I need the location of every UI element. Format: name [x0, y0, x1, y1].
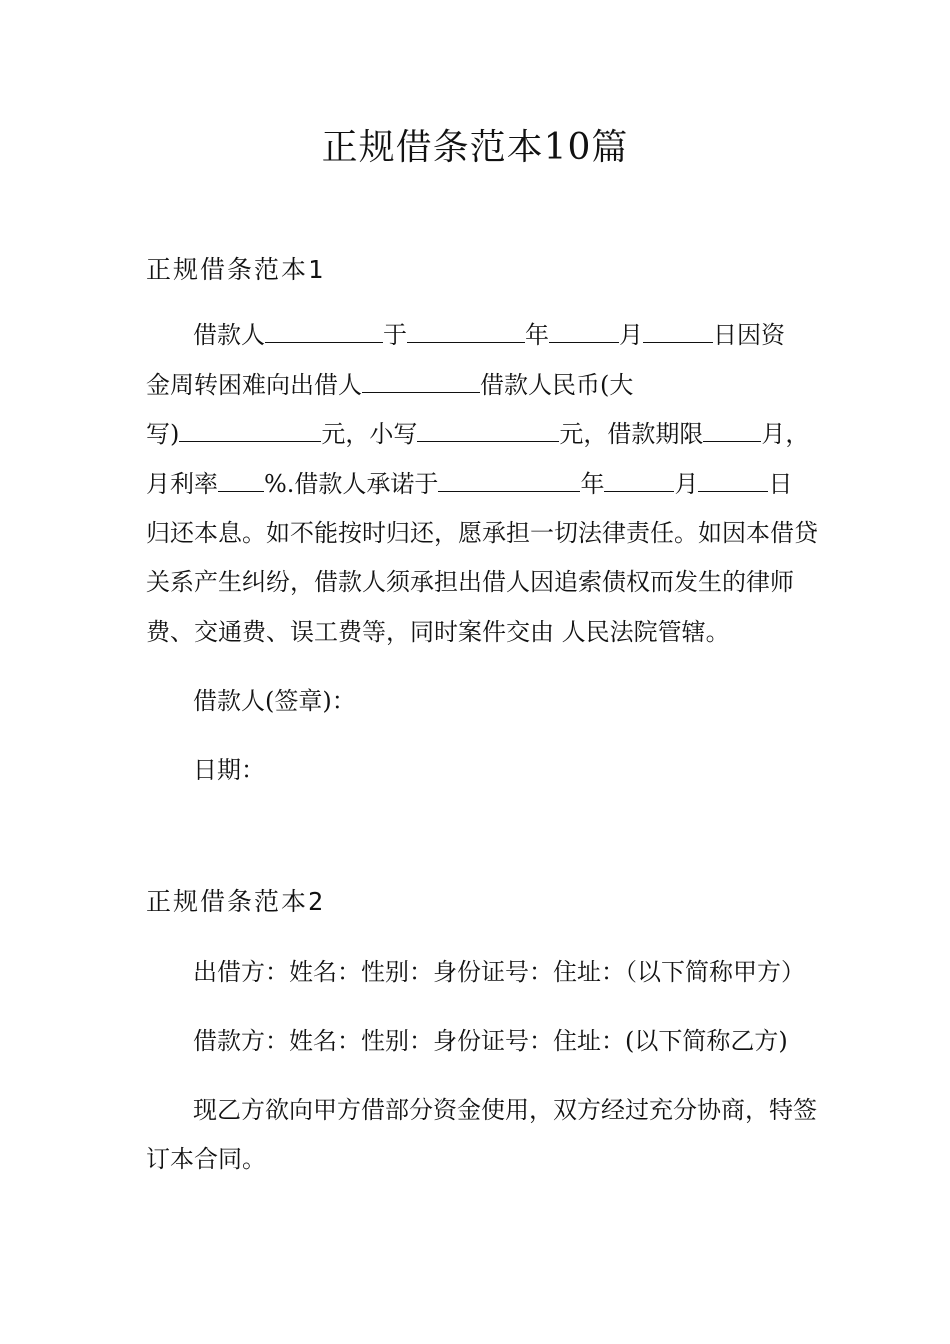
blank-term	[703, 419, 761, 442]
text-borrower: 借款人	[193, 321, 265, 349]
blank-borrower-name	[265, 320, 383, 343]
blank-location	[407, 320, 525, 343]
blank-month-1	[643, 320, 713, 343]
contract-intro-line-2: 订本合同。	[146, 1145, 266, 1173]
text-amount-lower: 元，小写	[321, 420, 418, 448]
text-lender-intro: 金周转困难向出借人	[146, 371, 362, 399]
blank-repay-date	[438, 469, 580, 492]
text-month: 月	[619, 321, 643, 349]
text-term: 元，借款期限	[559, 420, 704, 448]
sample1-line-1	[193, 319, 785, 351]
text-year: 年	[525, 321, 549, 349]
text-yu: 于	[383, 321, 407, 349]
text-xie: 写)	[146, 420, 180, 448]
text-amount-upper: 借款人民币(大	[480, 371, 634, 399]
blank-rate	[218, 469, 264, 492]
text-day-reason: 日因资	[713, 321, 785, 349]
text-month-comma: 月，	[761, 420, 810, 448]
blank-year-2	[604, 469, 674, 492]
sample1-line-5: 归还本息。如不能按时归还，愿承担一切法律责任。如因本借贷	[146, 519, 818, 547]
sample1-line-2	[146, 369, 633, 401]
section-heading-1: 正规借条范本1	[146, 255, 326, 284]
sample1-line-6: 关系产生纠纷，借款人须承担出借人因追索债权而发生的律师	[146, 568, 794, 596]
text-day-2: 日	[768, 470, 793, 498]
text-monthly-rate: 月利率	[146, 470, 218, 498]
blank-lender-name	[362, 370, 480, 393]
blank-amount-lower	[417, 419, 559, 442]
date-label: 日期：	[193, 756, 265, 784]
borrower-info-line: 借款方：姓名：性别：身份证号：住址：(以下简称乙方)	[193, 1027, 788, 1055]
signature-label: 借款人(签章)：	[193, 687, 356, 715]
sample1-line-7: 费、交通费、误工费等，同时案件交由 人民法院管辖。	[146, 618, 730, 646]
blank-amount-upper	[179, 419, 321, 442]
sample1-line-4	[146, 468, 792, 500]
section-heading-2: 正规借条范本2	[146, 887, 326, 916]
text-promise: %.借款人承诺于	[264, 470, 439, 498]
text-month-2: 月	[674, 470, 699, 498]
contract-intro-line-1: 现乙方欲向甲方借部分资金使用，双方经过充分协商，特签	[193, 1096, 817, 1124]
lender-info-line: 出借方：姓名：性别：身份证号：住址：（以下简称甲方）	[193, 958, 805, 986]
blank-year-1	[549, 320, 619, 343]
document-title: 正规借条范本10篇	[321, 127, 629, 168]
text-year-2: 年	[580, 470, 605, 498]
sample1-line-3	[146, 418, 809, 450]
blank-month-2	[698, 469, 768, 492]
